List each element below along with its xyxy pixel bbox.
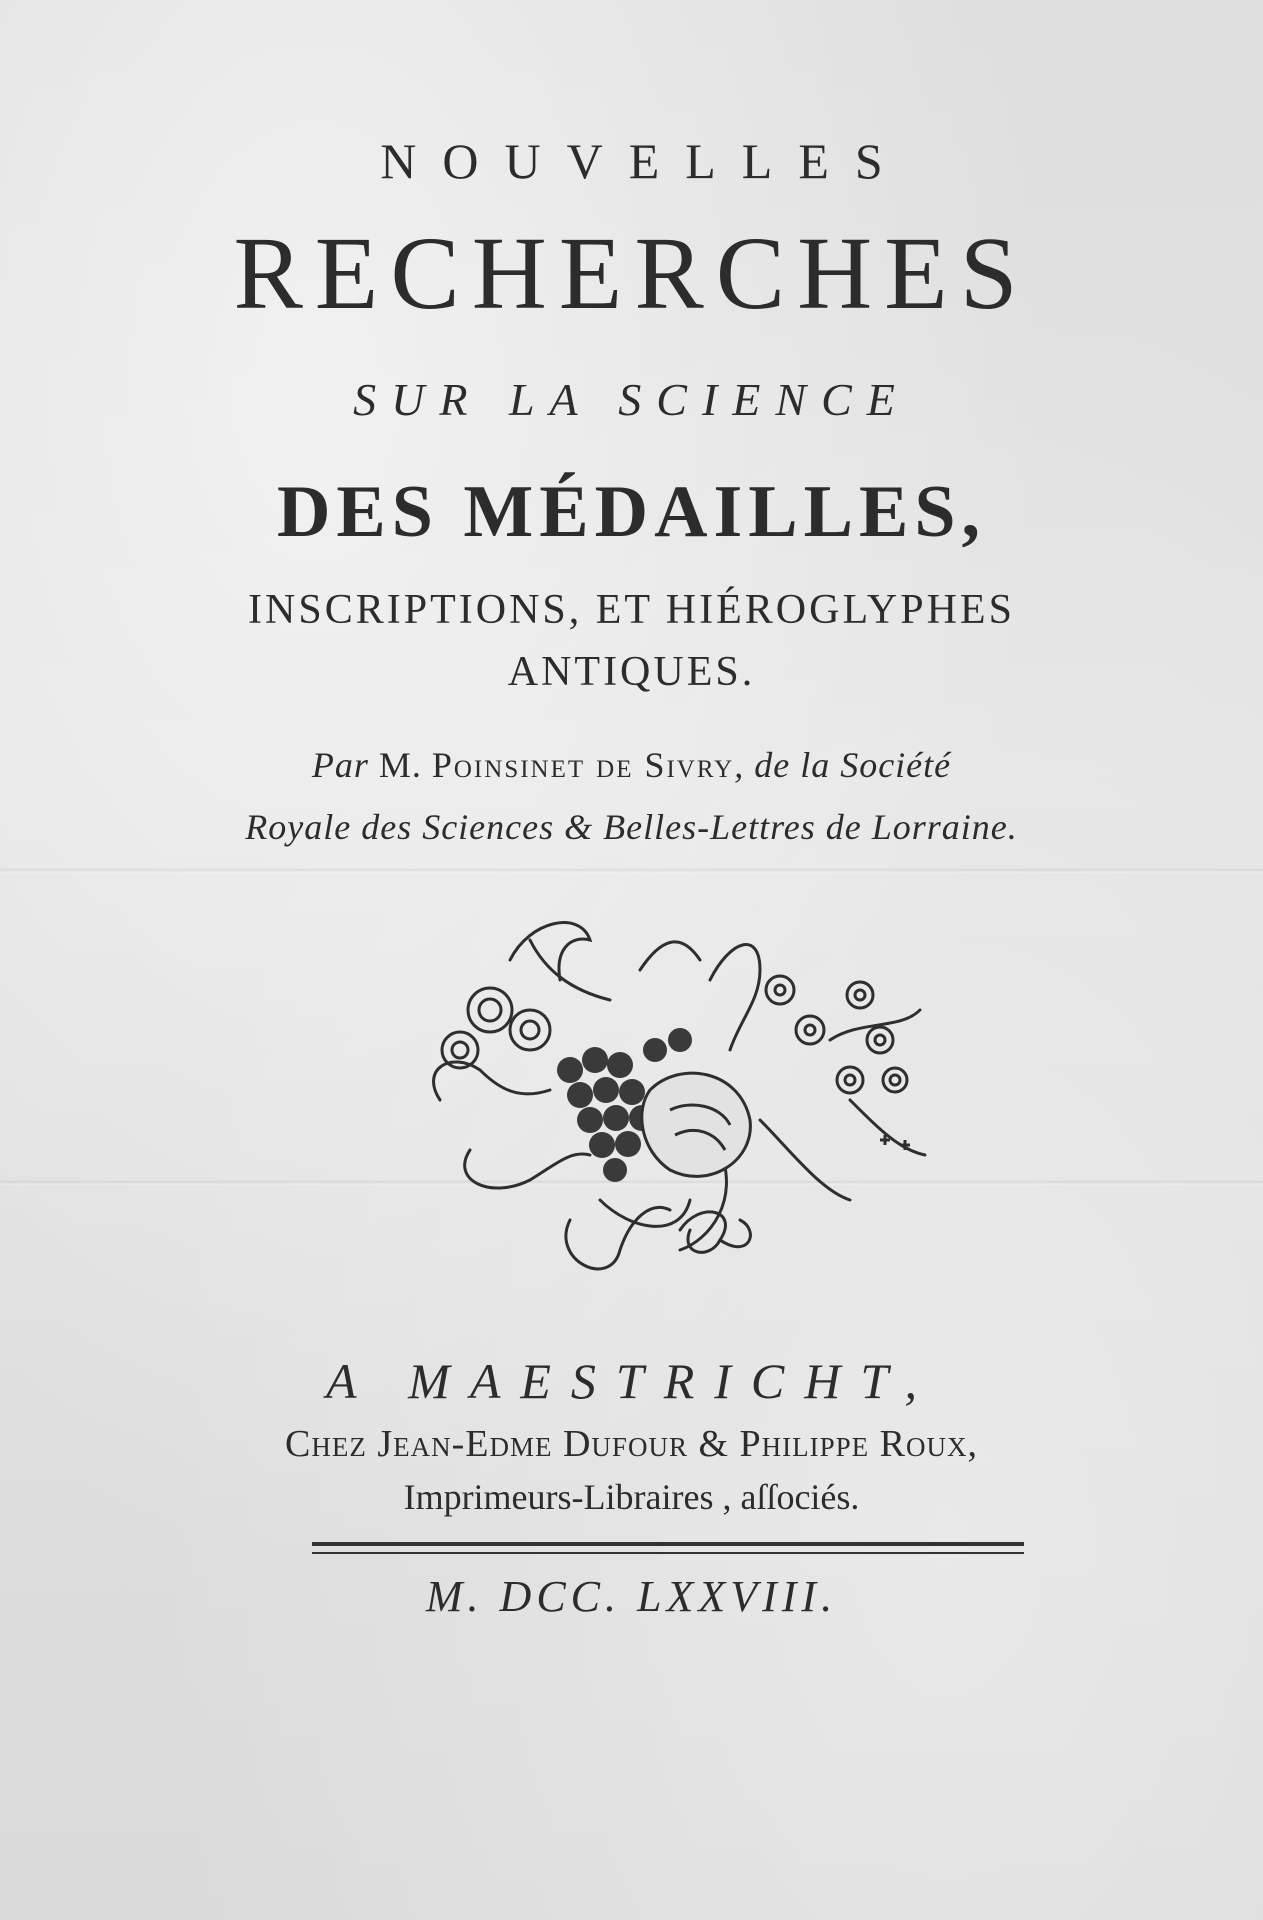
author-affiliation-line: Royale des Sciences & Belles-Lettres de Lorraine. bbox=[245, 807, 1018, 847]
title-line-science: SUR LA SCIENCE bbox=[353, 374, 910, 425]
floral-ornament-icon bbox=[380, 900, 960, 1300]
author-line bbox=[0, 744, 1263, 786]
title-line-medailles: DES MÉDAILLES, bbox=[276, 471, 987, 553]
title-line-recherches: RECHERCHES bbox=[233, 216, 1030, 331]
author-name: Poinsinet de Sivry bbox=[431, 745, 735, 785]
imprint-publishers: Chez Jean-Edme Dufour & Philippe Roux, bbox=[285, 1423, 978, 1465]
double-rule-thick bbox=[312, 1542, 1024, 1546]
imprint-printers: Imprimeurs-Libraires , aſſociés. bbox=[403, 1477, 860, 1517]
title-line-antiques: ANTIQUES. bbox=[507, 649, 756, 695]
author-title: M. bbox=[378, 745, 422, 785]
double-rule-thin bbox=[312, 1552, 1024, 1554]
imprint-place: A MAESTRICHT, bbox=[326, 1353, 937, 1409]
paper-crease bbox=[0, 868, 1263, 874]
author-affiliation: , de la Société bbox=[734, 745, 952, 785]
imprint-date: M. DCC. LXXVIII. bbox=[425, 1572, 838, 1621]
title-line-nouvelles: NOUVELLES bbox=[380, 133, 909, 189]
author-par: Par bbox=[311, 745, 369, 785]
title-line-inscriptions: INSCRIPTIONS, ET HIÉROGLYPHES bbox=[248, 587, 1015, 633]
